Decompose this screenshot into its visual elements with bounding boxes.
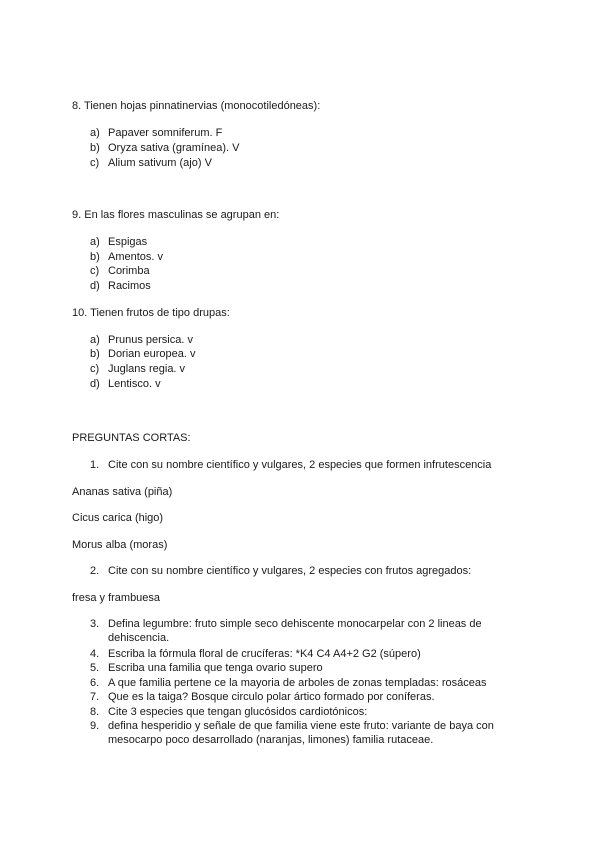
option-text: Prunus persica. v [108, 334, 193, 346]
option-marker: c) [90, 265, 100, 277]
item-marker: 3. [90, 618, 100, 630]
option-marker: d) [90, 378, 100, 390]
option-marker: a) [90, 236, 100, 248]
option-text: Oryza sativa (gramínea). V [108, 142, 240, 154]
option-marker: b) [90, 348, 100, 360]
question-8-option-b [90, 141, 239, 155]
question-8-option-a [90, 126, 222, 140]
item-text: Escriba una familia que tenga ovario supero [108, 662, 323, 674]
question-10-title: 10. Tienen frutos de tipo drupas: [72, 307, 230, 319]
short-question-4 [90, 647, 421, 661]
item-marker: 4. [90, 648, 100, 660]
option-text: Dorian europea. v [108, 348, 196, 360]
option-marker: c) [90, 363, 100, 375]
answer-1-line-2: Cicus carica (higo) [72, 512, 164, 524]
option-marker: a) [90, 127, 100, 139]
option-text: Papaver somniferum. F [108, 127, 223, 139]
question-8-title: 8. Tienen hojas pinnatinervias (monocotiledóneas): [72, 100, 321, 112]
short-question-6 [90, 676, 487, 690]
option-marker: d) [90, 280, 100, 292]
option-marker: b) [90, 251, 100, 263]
short-question-9 [90, 719, 503, 747]
option-text: Racimos [108, 280, 151, 292]
answer-1-line-1: Ananas sativa (piña) [72, 486, 173, 498]
option-text: Amentos. v [108, 251, 164, 263]
item-text: A que familia pertene ce la mayoria de arboles de zonas templadas: rosáceas [108, 677, 487, 689]
option-marker: a) [90, 334, 100, 346]
item-text: Cite con su nombre científico y vulgares, 2 especies con frutos agregados: [108, 565, 472, 577]
item-marker: 6. [90, 677, 100, 689]
item-marker: 2. [90, 565, 100, 577]
item-marker: 7. [90, 691, 100, 703]
answer-1-line-3: Morus alba (moras) [72, 539, 168, 551]
item-text: defina hesperidio y señale de que familia viene este fruto: variante de baya con mesocarpo poco desarrollado (naranjas, limones) familia rutaceae. [108, 720, 494, 746]
item-marker: 8. [90, 706, 100, 718]
item-marker: 1. [90, 459, 100, 471]
answer-2: fresa y frambuesa [72, 592, 161, 604]
item-text: Defina legumbre: fruto simple seco dehiscente monocarpelar con 2 lineas de dehiscencia. [108, 618, 482, 644]
item-text: Escriba la fórmula floral de crucíferas: *K4 C4 A4+2 G2 (súpero) [108, 648, 421, 660]
short-question-3 [90, 617, 503, 645]
short-question-2 [90, 564, 471, 578]
option-text: Lentisco. v [108, 378, 161, 390]
short-question-1 [90, 458, 491, 472]
item-marker: 5. [90, 662, 100, 674]
short-questions-heading: PREGUNTAS CORTAS: [72, 432, 191, 444]
option-text: Corimba [108, 265, 150, 277]
option-text: Espigas [108, 236, 148, 248]
question-9-option-d [90, 279, 151, 293]
option-marker: b) [90, 142, 100, 154]
item-text: Que es la taiga? Bosque circulo polar ártico formado por coníferas. [108, 691, 435, 703]
item-text: Cite con su nombre científico y vulgares, 2 especies que formen infrutescencia [108, 459, 492, 471]
option-text: Juglans regia. v [108, 363, 186, 375]
short-question-7 [90, 690, 435, 704]
question-8-option-c [90, 156, 212, 170]
question-9-option-b [90, 250, 163, 264]
question-10-option-a [90, 333, 193, 347]
option-text: Alium sativum (ajo) V [108, 157, 212, 169]
question-9-title: 9. En las flores masculinas se agrupan en: [72, 209, 280, 221]
question-9-option-c [90, 264, 150, 278]
option-marker: c) [90, 157, 100, 169]
item-text: Cite 3 especies que tengan glucósidos cardiotónicos: [108, 706, 368, 718]
question-10-option-b [90, 347, 195, 361]
short-question-5 [90, 661, 323, 675]
short-question-8 [90, 705, 367, 719]
question-10-option-d [90, 377, 161, 391]
item-marker: 9. [90, 720, 100, 732]
question-10-option-c [90, 362, 185, 376]
question-9-option-a [90, 235, 147, 249]
